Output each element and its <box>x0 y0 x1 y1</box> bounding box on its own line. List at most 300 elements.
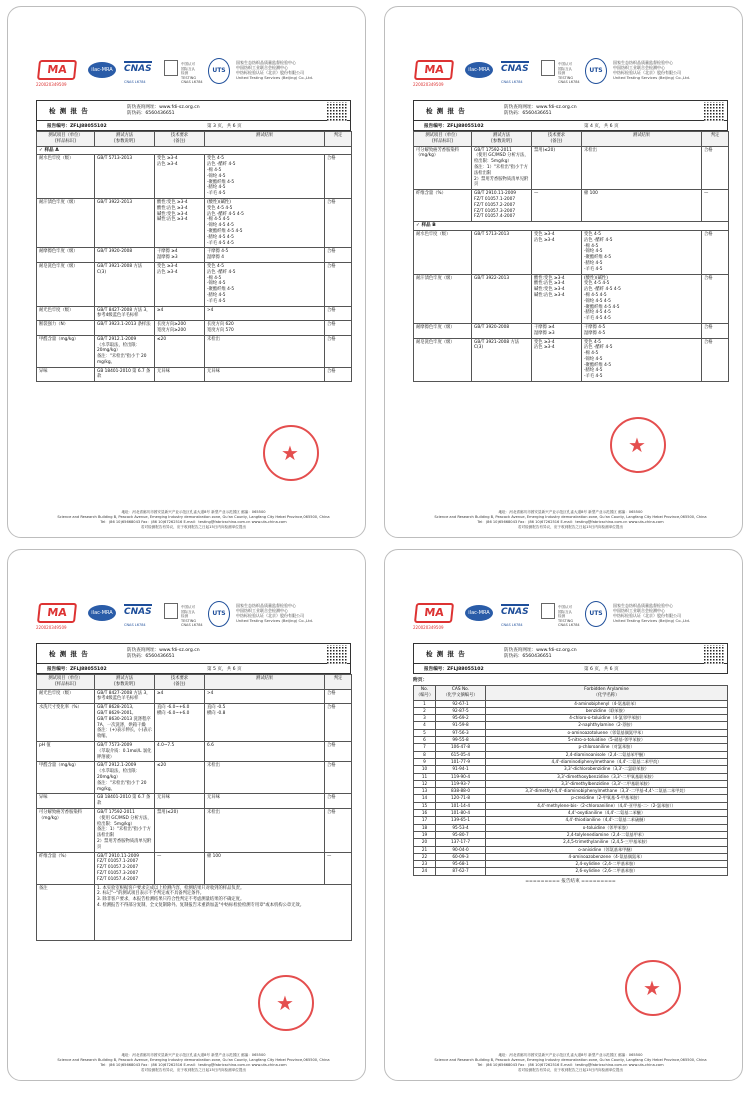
footer-contact: Tel：(86 10)65668043 Fax：(86 10)67262516 E-mail：testing@fabricschina.com.cn www.uts-china.com <box>100 520 287 524</box>
column-header: 测试结果 <box>205 675 325 690</box>
qr-code-overlay <box>327 645 347 665</box>
chemical-name: 4-aminoazobenzene（4-氨基偶氮苯） <box>486 853 728 860</box>
official-seal-stamp <box>625 960 681 1016</box>
cas-number: 95-53-4 <box>436 824 486 831</box>
ilac-mra-logo: ilac-MRA <box>465 605 493 621</box>
test-result: >4 <box>205 689 325 704</box>
number: 9 <box>414 758 436 765</box>
requirement: 酸性:变色 ≥3-4 酸性:沾色 ≥3-4 碱性:变色 ≥3-4 碱性:沾色 ≥3-4 <box>532 274 582 323</box>
test-item: 可分解致癌芳香胺染料（mg/kg） <box>414 146 472 190</box>
arylamine-row <box>414 795 728 802</box>
test-result: >4 <box>205 306 325 321</box>
test-method: GB/T 7573-2009 （萃取介质：0.1mol/L 氯化钾溶液） <box>95 741 155 761</box>
result-row <box>37 248 352 263</box>
column-header: 测试结果 <box>205 132 325 147</box>
testing-accreditation-text: 中国认可 国际互认 检测 TESTING CNAS L6784 <box>558 62 580 84</box>
remarks-text: 1. 本实验室根据客户要求完成以上检测内容，检测结果只对收到的样品负责。 2. 标记"--"的测试项目表示不予判定或不具备判定条件。 3. 除非客户要求，本报告检测结果只符合性判定不考虑测量结果的不确定度。 4. 检测报告不得部分复制，全文复制除外。复制报告未重新加盖"中纺标检验检测专用章"或本机构公章无效。 <box>95 884 352 940</box>
org-name-en: United Testing Services (Beijing) Co.,Ltd. <box>613 618 691 623</box>
testing-accreditation-text: 中国认可 国际互认 检测 TESTING CNAS L6784 <box>181 605 203 627</box>
chemical-name: 4,4'-thiodianiline（4,4'-二氨基二苯硫醚） <box>486 817 728 824</box>
chemical-name: 2,6-xylidine（2,6-二甲基苯胺） <box>486 868 728 875</box>
arylamine-row <box>414 744 728 751</box>
result-row <box>37 808 352 852</box>
test-result: 未检出 <box>582 146 702 190</box>
requirement: ≥4 <box>155 306 205 321</box>
report-sheet <box>413 52 728 529</box>
footer-contact: Tel：(86 10)65668043 Fax：(86 10)67262516 E-mail：testing@fabricschina.com.cn www.uts-china.com <box>477 1063 664 1067</box>
verdict: 合格 <box>325 762 352 794</box>
result-row <box>37 741 352 761</box>
test-result: 棉 100 <box>205 852 325 884</box>
report-page-6[interactable] <box>384 549 743 1081</box>
column-header: 判定 <box>702 132 729 147</box>
organization-name <box>236 60 351 80</box>
testing-accreditation-logo <box>164 60 178 76</box>
query-code: 防伪码：6560436651 <box>504 653 552 659</box>
column-header: 测试项目（单位） [样品标识] <box>37 675 95 690</box>
footer-note: 若对检测报告有异议，应于收到报告之日起15日内向检测单位提出 <box>517 1068 624 1072</box>
col-name: Forbidden Arylamine （化学名称） <box>486 686 728 701</box>
report-sheet <box>413 595 728 1072</box>
chemical-name: 3,3'-dimethylbenzidine（3,3'-二甲基联苯胺） <box>486 780 728 787</box>
test-method: GB 18401-2010 第 6.7 条款 <box>95 367 155 382</box>
requirement: 变色 ≥3-4 沾色 ≥3-4 <box>532 230 582 274</box>
verdict: 合格 <box>325 704 352 742</box>
cma-logo: MA <box>414 60 454 80</box>
remarks-row <box>37 884 352 940</box>
result-row <box>37 198 352 247</box>
page-number: 第 3 页，共 6 页 <box>207 123 242 129</box>
number: 20 <box>414 839 436 846</box>
verdict: 合格 <box>702 274 729 323</box>
requirement: ≥4 <box>155 689 205 704</box>
verdict: 合格 <box>325 335 352 367</box>
cas-number: 139-65-1 <box>436 817 486 824</box>
org-name-cn-3: 中纺标检验认证（北京）股份有限公司 <box>236 613 304 618</box>
number: 24 <box>414 868 436 875</box>
chemical-name: 4,4'-diaminodiphenylmethane（4,4'-二氨基二苯甲烷） <box>486 758 728 765</box>
anti-counterfeit-info <box>504 648 727 660</box>
result-row <box>37 335 352 367</box>
test-method: GB/T 8628-2013, GB/T 8629-2001, GB/T 8630-2013 洗涤程序 7A，一次洗涤，烘箱干燥 备注：(+)表示伸长，(-)表示收缩。 <box>95 704 155 742</box>
arylamine-row <box>414 810 728 817</box>
test-item: 异味 <box>37 367 95 382</box>
test-item: 可分解致癌芳香胺染料（mg/kg） <box>37 808 95 852</box>
requirement: 变色 ≥3-4 沾色 ≥3-4 <box>155 262 205 306</box>
verdict: 合格 <box>325 262 352 306</box>
cma-logo: MA <box>37 60 77 80</box>
test-result: 变色 4-5 沾色 -醋纤 4-5 -棉 4-5 -锦纶 4-5 -聚酯纤维 4-5 -腈纶 4-5 -羊毛 4-5 <box>205 262 325 306</box>
requirement: 无异味 <box>155 794 205 809</box>
test-item: 耐光色牢度（级） <box>37 689 95 704</box>
cas-number: 119-90-4 <box>436 773 486 780</box>
verdict: — <box>325 852 352 884</box>
cas-number: 60-09-3 <box>436 853 486 860</box>
report-number: 报告编号：ZFLJ88055102 <box>424 123 484 129</box>
arylamine-row <box>414 817 728 824</box>
requirement: ≤20 <box>155 762 205 794</box>
report-title: 检 测 报 告 <box>426 650 466 658</box>
verdict: 合格 <box>325 198 352 247</box>
arylamine-row <box>414 722 728 729</box>
test-method: GB/T 3923.1-2013 条样法 <box>95 321 155 336</box>
report-title-row <box>36 643 351 663</box>
requirement: 长度方向≥200 宽度方向≥200 <box>155 321 205 336</box>
test-item: 水洗尺寸变化率（%） <box>37 704 95 742</box>
cma-number: 220020349509 <box>413 82 444 87</box>
test-result: (酸性)(碱性) 变色 4-5 4-5 沾色 -醋纤 4-5 4-5 -棉 4-5 4-5 -锦纶 4-5 4-5 -聚酯纤维 4-5 4-5 -腈纶 4-5 4-5 -羊毛 4-5 4-5 <box>582 274 702 323</box>
number: 7 <box>414 744 436 751</box>
query-code: 防伪码：6560436651 <box>127 110 175 116</box>
column-header: 测试方法 [参数说明] <box>95 132 155 147</box>
arylamine-row <box>414 824 728 831</box>
result-row <box>37 155 352 199</box>
star-icon: ★ <box>281 441 299 465</box>
chemical-name: p-chloroaniline（对氯苯胺） <box>486 744 728 751</box>
org-name-cn-2: 中国纺织工业联合会检测中心 <box>236 608 288 613</box>
arylamine-row <box>414 758 728 765</box>
report-header <box>36 52 351 100</box>
result-row <box>37 794 352 809</box>
org-name-en: United Testing Services (Beijing) Co.,Ltd. <box>236 75 314 80</box>
number: 11 <box>414 773 436 780</box>
chemical-name: 5-nitro-o-toluidine（5-硝基-邻甲苯胺） <box>486 737 728 744</box>
test-method: GB/T 3921-2008 方法 C(3) <box>95 262 155 306</box>
arylamine-row <box>414 802 728 809</box>
sample-label: ✓ 样品 B <box>414 222 729 231</box>
requirement: 变色 ≥3-4 沾色 ≥3-4 <box>155 155 205 199</box>
verdict: — <box>702 190 729 222</box>
arylamine-row <box>414 729 728 736</box>
arylamine-row <box>414 788 728 795</box>
verdict: 合格 <box>325 808 352 852</box>
chemical-name: 2,4-xylidine（2,4-二甲基苯胺） <box>486 861 728 868</box>
report-number: 报告编号：ZFLJ88055102 <box>47 123 107 129</box>
cas-number: 95-69-2 <box>436 715 486 722</box>
test-item: 耐光色牢度（级） <box>37 306 95 321</box>
column-header: 测试结果 <box>582 132 702 147</box>
test-method: GB/T 17592-2011 （使用 GC/MSD 分析方法，检出限：5mg/kg） 备注：1）"未检出"指小于方法检出限 2）禁用芳香胺物质清单见附页 <box>95 808 155 852</box>
org-name-cn-2: 中国纺织工业联合会检测中心 <box>613 65 665 70</box>
requirement: — <box>532 190 582 222</box>
requirement: 干摩擦 ≥4 湿摩擦 ≥3 <box>155 248 205 263</box>
chemical-name: 2,4-tolylenediamine（2,4-二氨基甲苯） <box>486 831 728 838</box>
number: 5 <box>414 729 436 736</box>
arylamine-row <box>414 780 728 787</box>
cnas-number: CNAS L6784 <box>124 623 146 627</box>
query-code: 防伪码：6560436651 <box>504 110 552 116</box>
cas-number: 120-71-8 <box>436 795 486 802</box>
cas-number: 615-05-4 <box>436 751 486 758</box>
col-cas: CAS No. （化学文摘编号） <box>436 686 486 701</box>
cma-logo: MA <box>414 603 454 623</box>
cnas-logo: CNAS <box>501 604 529 617</box>
testing-accreditation-logo <box>541 60 555 76</box>
test-item: 纤维含量（%） <box>37 852 95 884</box>
number: 4 <box>414 722 436 729</box>
result-row <box>37 689 352 704</box>
test-method: GB/T 3921-2008 方法 C(3) <box>472 338 532 382</box>
test-result: 无异味 <box>205 794 325 809</box>
chemical-name: 2-naphthylamine（2-萘胺） <box>486 722 728 729</box>
result-row <box>414 146 729 190</box>
test-result: 变色 4-5 沾色 -醋纤 4-5 -棉 4-5 -锦纶 4-5 -聚酯纤维 4-5 -腈纶 4-5 -羊毛 4-5 <box>205 155 325 199</box>
qr-code-overlay <box>327 102 347 122</box>
arylamine-row <box>414 846 728 853</box>
organization-name <box>613 60 728 80</box>
result-row <box>37 367 352 382</box>
test-method: GB/T 2912.1-2009 （水萃取法，检出限：20mg/kg） 备注："未检出"指小于 20 mg/kg。 <box>95 762 155 794</box>
column-header: 测试方法 [参数说明] <box>95 675 155 690</box>
cnas-number: CNAS L6784 <box>501 80 523 84</box>
requirement: 直向 -6.0~+6.0 横向 -6.0~+6.0 <box>155 704 205 742</box>
test-item: 耐摩擦色牢度（级） <box>37 248 95 263</box>
verdict: 合格 <box>325 306 352 321</box>
test-item: 断裂强力（N） <box>37 321 95 336</box>
report-page-5[interactable] <box>7 549 366 1081</box>
cas-number: 87-62-7 <box>436 868 486 875</box>
org-name-en: United Testing Services (Beijing) Co.,Ltd. <box>613 75 691 80</box>
report-title-row <box>413 643 728 663</box>
number: 3 <box>414 715 436 722</box>
column-header: 测试项目（单位） [样品标识] <box>37 132 95 147</box>
arylamine-row <box>414 751 728 758</box>
arylamine-row <box>414 766 728 773</box>
footer-address-en: Science and Research Building B, Peacock Avenue, Emerging Industry demonstration zone, Gu'an County, Langfang City Hebei Province,065500, China <box>434 1058 707 1062</box>
test-method: GB/T 8427-2008 方法 3，参考4级蓝色羊毛标样 <box>95 306 155 321</box>
qr-code-overlay <box>704 645 724 665</box>
cnas-number: CNAS L6784 <box>501 623 523 627</box>
footer-address-en: Science and Research Building B, Peacock Avenue, Emerging Industry demonstration zone, Gu'an County, Langfang City Hebei Province,065500, China <box>434 515 707 519</box>
test-method: GB/T 17592-2011 （使用 GC/MSD 分析方法，检出限：5mg/kg） 备注：1）"未检出"指小于方法检出限 2）禁用芳香胺物质清单见附页 <box>472 146 532 190</box>
report-title: 检 测 报 告 <box>49 107 89 115</box>
chemical-name: 3,3'-dichlorobenzidine（3,3'-二氯联苯胺） <box>486 766 728 773</box>
number: 6 <box>414 737 436 744</box>
result-row <box>37 762 352 794</box>
cma-number: 220020349509 <box>36 625 67 630</box>
col-no: No. （编号） <box>414 686 436 701</box>
requirement: 禁用(≤20) <box>155 808 205 852</box>
org-name-cn-1: 国家生态纺织品质量监督检验中心 <box>613 603 673 608</box>
number: 15 <box>414 802 436 809</box>
verdict: 合格 <box>325 794 352 809</box>
chemical-name: 4-chloro-o-toluidine（4-氯邻甲苯胺） <box>486 715 728 722</box>
chemical-name: 4-aminobiphenyl（4-氨基联苯） <box>486 700 728 707</box>
cma-number: 220020349509 <box>36 82 67 87</box>
cma-number: 220020349509 <box>413 625 444 630</box>
footer-note: 若对检测报告有异议，应于收到报告之日起15日内向检测单位提出 <box>140 1068 247 1072</box>
uts-logo: UTS <box>208 58 230 84</box>
report-footer <box>36 510 351 530</box>
cas-number: 95-80-7 <box>436 831 486 838</box>
report-header <box>36 595 351 643</box>
result-row <box>414 230 729 274</box>
uts-logo: UTS <box>585 58 607 84</box>
appendix-label: 附页： <box>413 678 428 683</box>
test-result: 干摩擦 4-5 湿摩擦 4-5 <box>582 323 702 338</box>
column-header: 判定 <box>325 675 352 690</box>
footer-address-cn: 地址：河北省廊坊市固安县新兴产业示范区孔雀大道8号 新型产业示范园区 邮编：065500 <box>498 510 643 514</box>
requirement: 4.0~7.5 <box>155 741 205 761</box>
arylamine-row <box>414 715 728 722</box>
org-name-cn-2: 中国纺织工业联合会检测中心 <box>613 608 665 613</box>
test-method: GB 18401-2010 第 6.7 条款 <box>95 794 155 809</box>
test-result: 无异味 <box>205 367 325 382</box>
cas-number: 838-88-0 <box>436 788 486 795</box>
chemical-name: 2,4,5-trimethylaniline（2,4,5-三甲基苯胺） <box>486 839 728 846</box>
query-url: 防伪查询网址：www.fdi-sz.org.cn <box>504 647 577 653</box>
query-url: 防伪查询网址：www.fdi-sz.org.cn <box>127 647 200 653</box>
report-number-row <box>413 663 728 674</box>
report-number: 报告编号：ZFLJ88055102 <box>47 666 107 672</box>
column-header: 技术要求 (备注) <box>532 132 582 147</box>
footer-address-cn: 地址：河北省廊坊市固安县新兴产业示范区孔雀大道8号 新型产业示范园区 邮编：065500 <box>498 1053 643 1057</box>
arylamine-row <box>414 737 728 744</box>
ilac-mra-logo: ilac-MRA <box>88 62 116 78</box>
footer-address-cn: 地址：河北省廊坊市固安县新兴产业示范区孔雀大道8号 新型产业示范园区 邮编：065500 <box>121 1053 266 1057</box>
test-method: GB/T 2910.11-2009 FZ/T 01057.1-2007 FZ/T 01057.2-2007 FZ/T 01057.3-2007 FZ/T 01057.4-2007 <box>472 190 532 222</box>
chemical-name: o-aminoazotoluene（邻氨基偶氮甲苯） <box>486 729 728 736</box>
uts-logo: UTS <box>208 601 230 627</box>
test-result: 6.6 <box>205 741 325 761</box>
org-name-cn-1: 国家生态纺织品质量监督检验中心 <box>236 60 296 65</box>
test-result: 干摩擦 4-5 湿摩擦 4 <box>205 248 325 263</box>
cas-number: 99-55-8 <box>436 737 486 744</box>
page-number: 第 4 页，共 6 页 <box>584 123 619 129</box>
footer-note: 若对检测报告有异议，应于收到报告之日起15日内向检测单位提出 <box>140 525 247 529</box>
report-title-row <box>413 100 728 120</box>
cas-number: 101-77-9 <box>436 758 486 765</box>
test-result: 长度方向 620 宽度方向 570 <box>205 321 325 336</box>
organization-name <box>613 603 728 623</box>
test-item: 耐皂洗色牢度（级） <box>414 338 472 382</box>
test-item: pH 值 <box>37 741 95 761</box>
test-result: 棉 100 <box>582 190 702 222</box>
verdict: 合格 <box>325 248 352 263</box>
footer-address-en: Science and Research Building B, Peacock Avenue, Emerging Industry demonstration zone, Gu'an County, Langfang City Hebei Province,065500, China <box>57 515 330 519</box>
test-result: 变色 4-5 沾色 -醋纤 4-5 -棉 4-5 -锦纶 4-5 -聚酯纤维 4-5 -腈纶 4-5 -羊毛 4-5 <box>582 230 702 274</box>
requirement: — <box>155 852 205 884</box>
cas-number: 95-68-1 <box>436 861 486 868</box>
sample-label: ✓ 样品 A <box>37 146 352 155</box>
test-result: 变色 4-5 沾色 -醋纤 4-5 -棉 4-5 -锦纶 4-5 -聚酯纤维 4-5 -腈纶 4-5 -羊毛 4-5 <box>582 338 702 382</box>
number: 12 <box>414 780 436 787</box>
result-row <box>37 852 352 884</box>
test-method: GB/T 3920-2008 <box>95 248 155 263</box>
results-table <box>36 131 352 382</box>
ilac-mra-logo: ilac-MRA <box>88 605 116 621</box>
number: 16 <box>414 810 436 817</box>
result-row <box>37 704 352 742</box>
column-header: 测试方法 [参数说明] <box>472 132 532 147</box>
footer-note: 若对检测报告有异议，应于收到报告之日起15日内向检测单位提出 <box>517 525 624 529</box>
test-method: GB/T 5713-2013 <box>95 155 155 199</box>
organization-name <box>236 603 351 623</box>
report-title: 检 测 报 告 <box>426 107 466 115</box>
report-title: 检 测 报 告 <box>49 650 89 658</box>
official-seal-stamp <box>263 425 319 481</box>
cas-number: 137-17-7 <box>436 839 486 846</box>
org-name-en: United Testing Services (Beijing) Co.,Ltd. <box>236 618 314 623</box>
footer-contact: Tel：(86 10)65668043 Fax：(86 10)67262516 E-mail：testing@fabricschina.com.cn www.uts-china.com <box>477 520 664 524</box>
report-footer <box>413 1053 728 1073</box>
results-table <box>413 131 729 382</box>
anti-counterfeit-info <box>127 648 350 660</box>
verdict: 合格 <box>325 321 352 336</box>
cnas-number: CNAS L6784 <box>124 80 146 84</box>
testing-accreditation-text: 中国认可 国际互认 检测 TESTING CNAS L6784 <box>558 605 580 627</box>
number: 13 <box>414 788 436 795</box>
testing-accreditation-logo <box>541 603 555 619</box>
anti-counterfeit-info <box>127 105 350 117</box>
cas-number: 97-56-3 <box>436 729 486 736</box>
ilac-mra-logo: ilac-MRA <box>465 62 493 78</box>
number: 23 <box>414 861 436 868</box>
arylamine-row <box>414 853 728 860</box>
test-item: 耐摩擦色牢度（级） <box>414 323 472 338</box>
sample-section-row <box>37 146 352 155</box>
report-page-4[interactable] <box>384 6 743 538</box>
report-footer <box>413 510 728 530</box>
test-method: GB/T 5713-2013 <box>472 230 532 274</box>
testing-accreditation-text: 中国认可 国际互认 检测 TESTING CNAS L6784 <box>181 62 203 84</box>
footer-contact: Tel：(86 10)65668043 Fax：(86 10)67262516 E-mail：testing@fabricschina.com.cn www.uts-china.com <box>100 1063 287 1067</box>
org-name-cn-3: 中纺标检验认证（北京）股份有限公司 <box>236 70 304 75</box>
column-header: 测试项目（单位） [样品标识] <box>414 132 472 147</box>
official-seal-stamp <box>610 417 666 473</box>
number: 10 <box>414 766 436 773</box>
test-method: GB/T 8427-2008 方法 3，参考4级蓝色羊毛标样 <box>95 689 155 704</box>
number: 14 <box>414 795 436 802</box>
verdict: 合格 <box>702 323 729 338</box>
arylamine-row <box>414 861 728 868</box>
test-item: 耐汗渍色牢度（级） <box>37 198 95 247</box>
test-item: 耐皂洗色牢度（级） <box>37 262 95 306</box>
test-result: 未检出 <box>205 335 325 367</box>
footer-address-en: Science and Research Building B, Peacock Avenue, Emerging Industry demonstration zone, Gu'an County, Langfang City Hebei Province,065500, China <box>57 1058 330 1062</box>
report-page-3[interactable] <box>7 6 366 538</box>
anti-counterfeit-info <box>504 105 727 117</box>
verdict: 合格 <box>702 230 729 274</box>
arylamine-row <box>414 773 728 780</box>
column-header: 技术要求 (备注) <box>155 132 205 147</box>
cma-logo: MA <box>37 603 77 623</box>
arylamine-row <box>414 831 728 838</box>
report-number: 报告编号：ZFLJ88055102 <box>424 666 484 672</box>
org-name-cn-1: 国家生态纺织品质量监督检验中心 <box>613 60 673 65</box>
remarks-label: 备注 <box>37 884 95 940</box>
sample-section-row <box>414 222 729 231</box>
star-icon: ★ <box>276 991 294 1015</box>
test-result: 未检出 <box>205 808 325 852</box>
verdict: 合格 <box>325 741 352 761</box>
chemical-name: p-cresidine（2-甲氧基-5-甲基苯胺） <box>486 795 728 802</box>
cas-number: 90-04-0 <box>436 846 486 853</box>
cas-number: 92-67-1 <box>436 700 486 707</box>
cnas-logo: CNAS <box>501 61 529 74</box>
test-method: GB/T 2910.11-2009 FZ/T 01057.1-2007 FZ/T 01057.2-2007 FZ/T 01057.3-2007 FZ/T 01057.4-2007 <box>95 852 155 884</box>
cas-number: 106-47-8 <box>436 744 486 751</box>
arylamine-row <box>414 707 728 714</box>
number: 21 <box>414 846 436 853</box>
report-number-row <box>413 120 728 131</box>
test-item: 耐水色牢度（级） <box>414 230 472 274</box>
chemical-name: 4,4'-methylene-bis-（2-chloroaniline）（4,4'-亚甲基-二-（2-氯苯胺）） <box>486 802 728 809</box>
arylamine-table <box>413 685 728 876</box>
test-item: 耐汗渍色牢度（级） <box>414 274 472 323</box>
org-name-cn-2: 中国纺织工业联合会检测中心 <box>236 65 288 70</box>
chemical-name: o-anisidine（邻氨基苯甲醚） <box>486 846 728 853</box>
